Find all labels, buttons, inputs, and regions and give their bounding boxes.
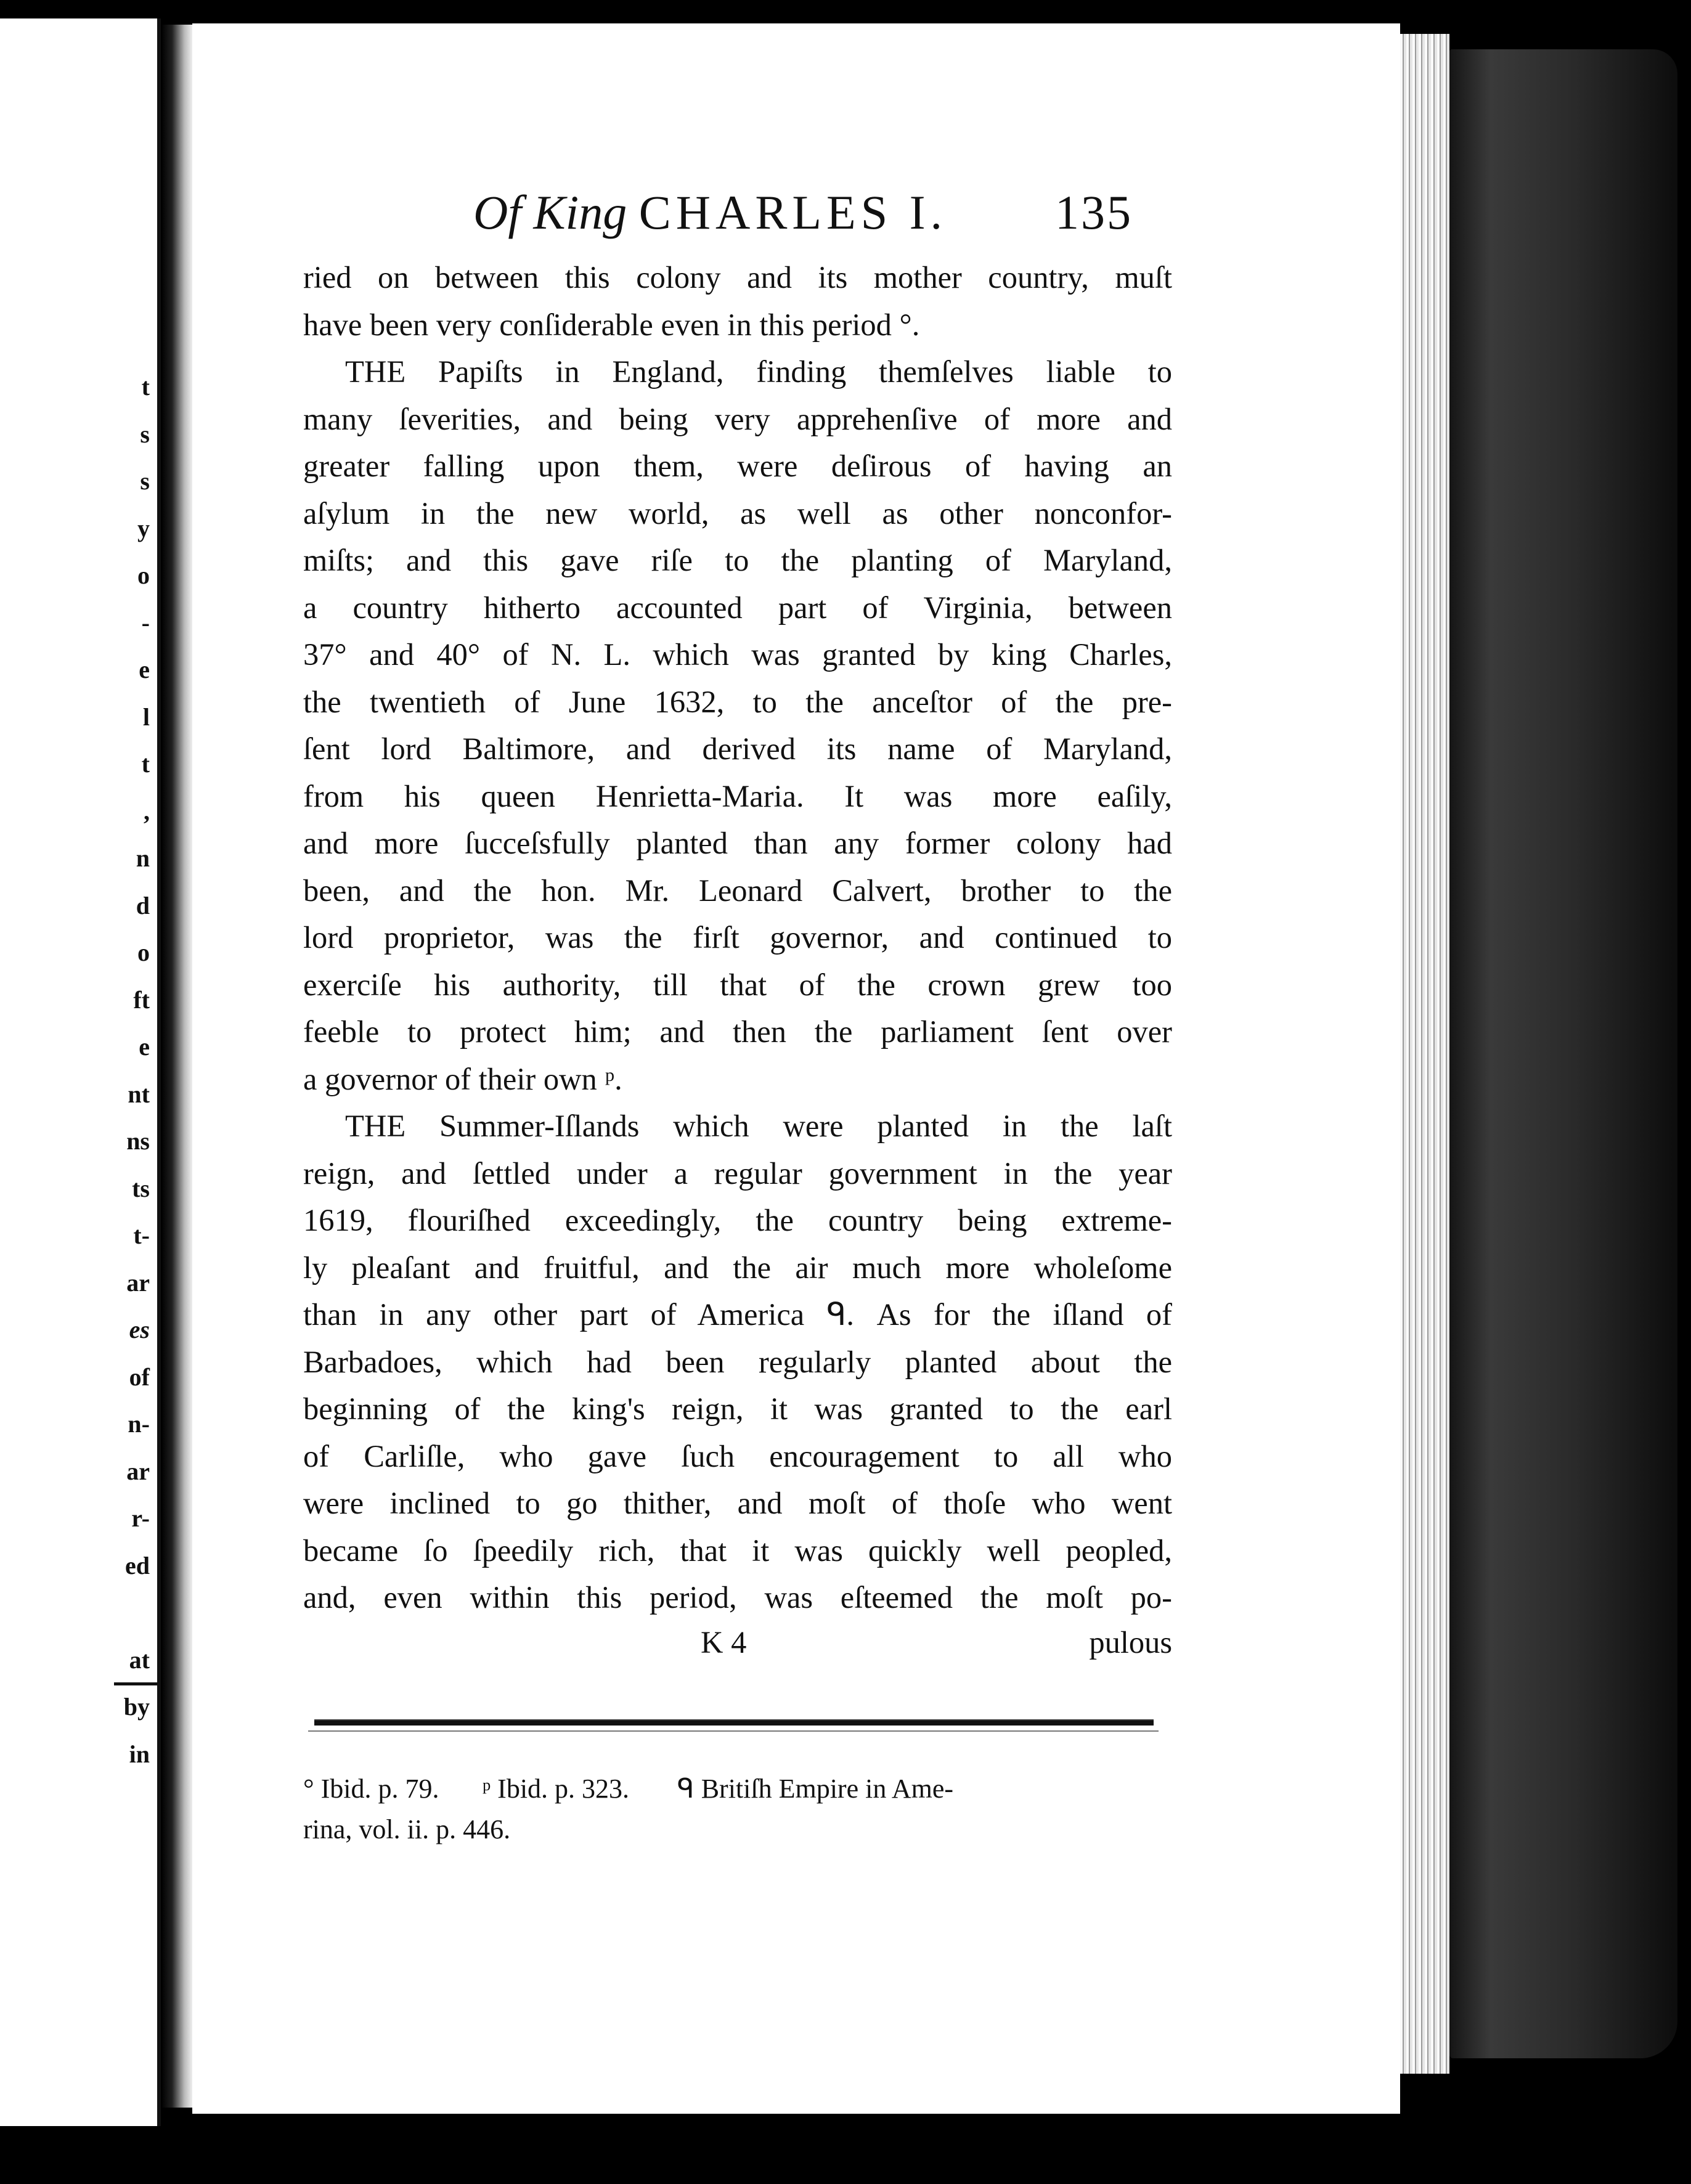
left-fragment: t- xyxy=(133,1221,150,1249)
left-fragment: y xyxy=(137,514,150,542)
left-fragment: - xyxy=(141,608,150,637)
paragraph-first-line: THE Summer-Iſlands which were planted in the laſt xyxy=(345,1109,1172,1143)
left-fragment: o xyxy=(137,939,150,966)
footnote-p: ᵖ Ibid. p. 323. xyxy=(482,1774,630,1804)
left-fragment: o xyxy=(137,561,150,589)
left-fragment: e xyxy=(139,656,150,683)
left-fragment: r- xyxy=(131,1504,150,1532)
left-fragment: nt xyxy=(128,1080,150,1108)
text-line: greater falling upon them, were deſirous of having an xyxy=(303,449,1172,483)
left-fragment: l xyxy=(142,703,150,731)
text-line: been, and the hon. Mr. Leonard Calvert, brother to the xyxy=(303,873,1172,908)
footnote-rule-thin xyxy=(308,1730,1159,1732)
text-line: became ſo ſpeedily rich, that it was quickly well peopled, xyxy=(303,1533,1172,1568)
left-fragment: t xyxy=(141,373,150,401)
catchword: pulous xyxy=(1089,1625,1172,1660)
footnote-rule xyxy=(314,1719,1154,1726)
footnote-line: rina, vol. ii. p. 446. xyxy=(303,1814,511,1844)
footnote-o: ° Ibid. p. 79. xyxy=(303,1774,439,1804)
text-line: many ſeverities, and being very apprehenſive of more and xyxy=(303,401,1172,436)
text-line: from his queen Henrietta-Maria. It was more eaſily, xyxy=(303,778,1172,813)
left-footnote-rule xyxy=(114,1682,157,1685)
text-line: beginning of the king's reign, it was granted to the earl xyxy=(303,1391,1172,1426)
left-fragment: e xyxy=(139,1033,150,1061)
left-fragment: d xyxy=(136,891,150,919)
text-line: a governor of their own ᵖ. xyxy=(303,1061,622,1096)
text-line: Barbadoes, which had been regularly planted about the xyxy=(303,1344,1172,1379)
left-fragment: n xyxy=(136,844,150,872)
running-title xyxy=(473,185,947,240)
left-fragment: , xyxy=(144,797,150,825)
left-page-text-fragments xyxy=(107,364,150,1778)
body-text xyxy=(303,254,1172,1621)
left-fragment: s xyxy=(140,420,150,448)
left-fragment: by xyxy=(123,1693,150,1721)
left-fragment: ft xyxy=(133,985,150,1014)
text-line: and more ſucceſsfully planted than any former colony had xyxy=(303,826,1172,860)
left-fragment: es xyxy=(129,1316,150,1343)
text-line: lord proprietor, was the firſt governor, and continued to xyxy=(303,920,1172,955)
page-edges xyxy=(1400,34,1449,2074)
text-line: the twentieth of June 1632, to the anceſtor of the pre- xyxy=(303,684,1172,719)
text-line: feeble to protect him; and then the parliament ſent over xyxy=(303,1014,1172,1049)
running-title-italic: Of King xyxy=(473,185,627,239)
text-line: a country hitherto accounted part of Virginia, between xyxy=(303,590,1172,625)
text-line: ſent lord Baltimore, and derived its name of Maryland, xyxy=(303,731,1172,766)
text-line: were inclined to go thither, and moſt of thoſe who went xyxy=(303,1486,1172,1520)
running-head xyxy=(282,185,1170,253)
text-line: aſylum in the new world, as well as other nonconfor- xyxy=(303,495,1172,531)
left-fragment: n- xyxy=(128,1410,150,1438)
text-line: miſts; and this gave riſe to the planting of Maryland, xyxy=(303,543,1172,577)
book-gutter xyxy=(161,25,192,2108)
text-line: 37° and 40° of N. L. which was granted by king Charles, xyxy=(303,637,1172,672)
text-line: and, even within this period, was eſteemed the moſt po- xyxy=(303,1580,1172,1615)
left-fragment: ts xyxy=(132,1174,150,1202)
left-fragment: ar xyxy=(126,1457,150,1485)
signature-mark: K 4 xyxy=(701,1625,747,1660)
book-fore-edge xyxy=(1449,49,1677,2058)
catchword-line xyxy=(303,1624,1172,1672)
text-line: reign, and ſettled under a regular government in the year xyxy=(303,1155,1172,1191)
left-fragment: s xyxy=(140,467,150,495)
text-line: have been very conſiderable even in this period °. xyxy=(303,307,920,342)
left-fragment: at xyxy=(129,1645,150,1674)
text-line: ly pleaſant and fruitful, and the air much more wholeſome xyxy=(303,1250,1172,1285)
text-line: 1619, flouriſhed exceedingly, the country being extreme- xyxy=(303,1203,1172,1237)
footnote-line xyxy=(303,1769,1166,1809)
left-fragment xyxy=(107,1589,150,1637)
footnotes xyxy=(303,1769,1166,1850)
page-number: 135 xyxy=(1055,185,1133,239)
left-fragment: ns xyxy=(126,1127,150,1155)
text-line: than in any other part of America ᑫ. As for the iſland of xyxy=(303,1297,1172,1332)
left-fragment: ed xyxy=(125,1551,150,1579)
running-title-caps: CHARLES I. xyxy=(638,185,948,239)
footnote-q: ᑫ Britiſh Empire in Ame- xyxy=(677,1774,954,1804)
text-line: exerciſe his authority, till that of the crown grew too xyxy=(303,967,1172,1002)
left-fragment: in xyxy=(129,1740,150,1768)
left-page xyxy=(0,18,161,2126)
text-line: ried on between this colony and its mother country, muſt xyxy=(303,260,1172,295)
left-fragment: t xyxy=(141,750,150,778)
left-fragment: of xyxy=(129,1363,150,1391)
paragraph-first-line: THE Papiſts in England, finding themſelves liable to xyxy=(345,354,1172,389)
text-line: of Carliſle, who gave ſuch encouragement to all who xyxy=(303,1438,1172,1473)
left-fragment: ar xyxy=(126,1268,150,1297)
